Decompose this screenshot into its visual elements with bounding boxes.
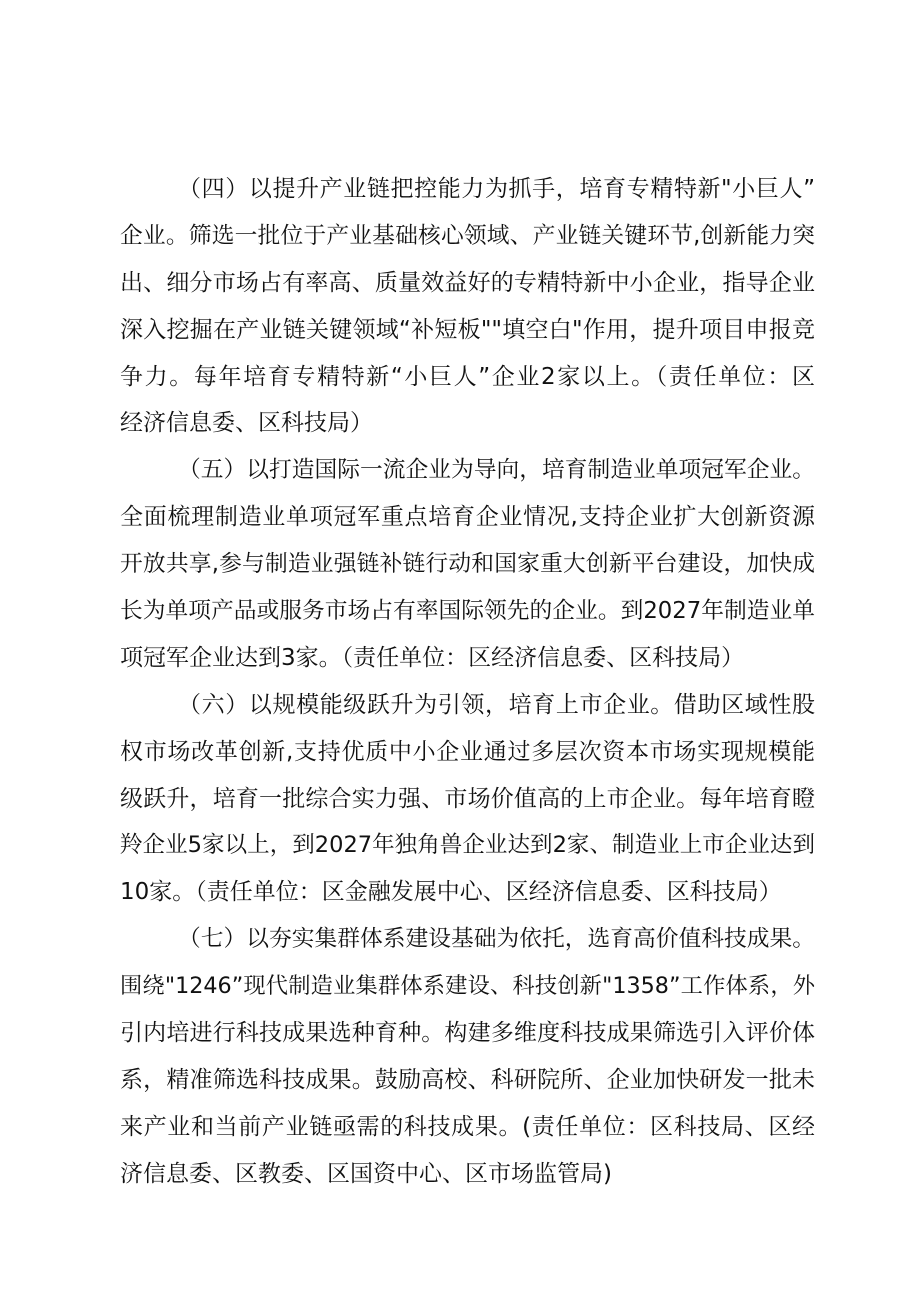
paragraph-line: 项冠军企业达到3家。（责任单位：区经济信息委、区科技局） xyxy=(120,644,745,671)
paragraph-line: 济信息委、区教委、区国资中心、区市场监管局) xyxy=(120,1160,612,1187)
paragraph-line: 权市场改革创新,支持优质中小企业通过多层次资本市场实现规模能 xyxy=(120,738,815,765)
paragraph-line: 全面梳理制造业单项冠军重点培育企业情况,支持企业扩大创新资源 xyxy=(120,504,815,531)
paragraph-line: 来产业和当前产业链亟需的科技成果。(责任单位：区科技局、区经 xyxy=(120,1113,815,1140)
paragraph-line: 羚企业5家以上，到2027年独角兽企业达到2家、制造业上市企业达到 xyxy=(120,832,815,859)
paragraph-line: （五）以打造国际一流企业为导向，培育制造业单项冠军企业。 xyxy=(178,457,815,484)
paragraph-line: 引内培进行科技成果选种育种。构建多维度科技成果筛选引入评价体 xyxy=(120,1020,815,1047)
paragraph-line: 围绕"1246”现代制造业集群体系建设、科技创新"1358”工作体系，外 xyxy=(120,973,815,1000)
paragraph-line: 级跃升，培育一批综合实力强、市场价值高的上市企业。每年培育瞪 xyxy=(120,785,815,812)
paragraph-line: （四）以提升产业链把控能力为抓手，培育专精特新"小巨人” xyxy=(178,176,815,202)
document-body xyxy=(120,166,815,1198)
paragraph-line: 出、细分市场占有率高、质量效益好的专精特新中小企业，指导企业 xyxy=(120,269,815,296)
paragraph-item-4 xyxy=(120,166,815,447)
paragraph-line: （七）以夯实集群体系建设基础为依托，选育高价值科技成果。 xyxy=(178,926,815,953)
paragraph-line: 系，精准筛选科技成果。鼓励高校、科研院所、企业加快研发一批未 xyxy=(120,1066,815,1093)
paragraph-item-7 xyxy=(120,916,815,1197)
paragraph-item-6 xyxy=(120,682,815,916)
paragraph-line: 开放共享,参与制造业强链补链行动和国家重大创新平台建设，加快成 xyxy=(120,551,815,578)
paragraph-line: 长为单项产品或服务市场占有率国际领先的企业。到2027年制造业单 xyxy=(120,598,815,625)
paragraph-line: 企业。筛选一批位于产业基础核心领域、产业链关键环节,创新能力突 xyxy=(120,222,815,249)
paragraph-line: 深入挖掘在产业链关键领域“补短板""填空白"作用，提升项目申报竞 xyxy=(120,316,815,343)
paragraph-line: 经济信息委、区科技局） xyxy=(120,410,373,437)
paragraph-line: 争力。每年培育专精特新“小巨人”企业2家以上。（责任单位：区 xyxy=(120,363,815,390)
paragraph-line: 10家。（责任单位：区金融发展中心、区经济信息委、区科技局） xyxy=(120,879,782,906)
paragraph-line: （六）以规模能级跃升为引领，培育上市企业。借助区域性股 xyxy=(178,691,815,718)
paragraph-item-5 xyxy=(120,447,815,681)
